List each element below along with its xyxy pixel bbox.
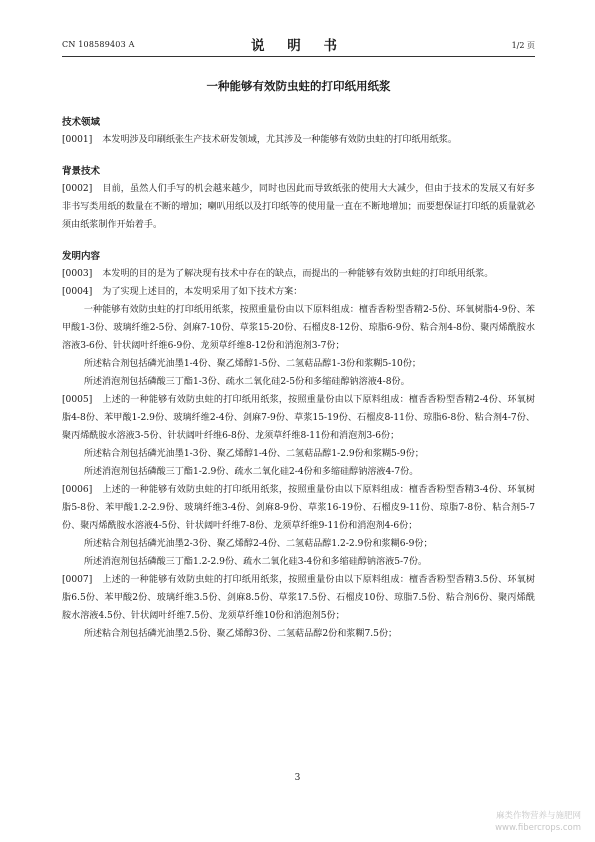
paragraph-text: 上述的一种能够有效防虫蛀的打印纸用纸浆，按照重量份由以下原料组成：檀香香粉型香精2-4份、环氧树脂4-8份、苯甲酸1-2.9份、玻璃纤维2-4份、剑麻7-9份、草浆15-19份、石榴皮8-11份、琼脂6-8份、粘合剂4-7份、聚丙烯酰胺水溶液3-5份、针状阔叶纤维6-8份、龙须草纤维8-11份和消泡剂3-6份； [62, 395, 535, 441]
section-heading-background: 背景技术 [62, 166, 101, 177]
paragraph-number: [0002] [62, 184, 93, 194]
page-number: 3 [294, 773, 301, 783]
paragraph-binder: 所述粘合剂包括磷光油墨1-3份、聚乙烯醇1-4份、二氢萜品醇1-2.9份和浆糊5-9份； [83, 449, 424, 459]
paragraph-binder: 所述粘合剂包括磷光油墨1-4份、聚乙烯醇1-5份、二氢萜品醇1-3份和浆糊5-10份； [83, 359, 422, 369]
watermark-name: 麻类作物营养与施肥网 [495, 811, 581, 821]
page-counter: 1/2 页 [511, 41, 535, 50]
paragraph-text: 本发明涉及印刷纸张生产技术研发领域，尤其涉及一种能够有效防虫蛀的打印纸用纸浆。 [102, 135, 457, 145]
paragraph-defoamer: 所述消泡剂包括磷酸三丁酯1-3份、疏水二氧化硅2-5份和多缩硅醇钠溶液4-8份。 [83, 377, 410, 387]
paragraph-text: 上述的一种能够有效防虫蛀的打印纸用纸浆，按照重量份由以下原料组成：檀香香粉型香精3.5份、环氧树脂6.5份、苯甲酸2份、玻璃纤维3.5份、剑麻8.5份、草浆17.5份、石榴皮10份、琼脂7.5份、粘合剂6份、聚丙烯酰胺水溶液4.5份、针状阔叶纤维7.5份、龙须草纤维10份和消泡剂5份； [62, 575, 535, 621]
paragraph-number: [0003] [62, 269, 93, 279]
paragraph-number: [0004] [62, 287, 93, 297]
header-divider [62, 56, 535, 57]
paragraph-text: 目前，虽然人们手写的机会越来越少，同时也因此而导致纸张的使用大大减少，但由于技术的发展又有好多非书写类用纸的数量在不断的增加；喇叭用纸以及打印纸等的使用量一直在不断地增加；而要想保证打印纸的质量就必须由纸浆制作开始着手。 [62, 184, 535, 230]
paragraph-0003 [62, 265, 535, 283]
paragraph-0001 [62, 131, 535, 149]
patent-number: CN 108589403 A [62, 40, 135, 49]
paragraph-0007 [62, 571, 535, 625]
paragraph-defoamer: 所述消泡剂包括磷酸三丁酯1.2-2.9份、疏水二氧化硅3-4份和多缩硅醇钠溶液5-7份。 [83, 557, 428, 567]
paragraph-text: 为了实现上述目的，本发明采用了如下技术方案： [102, 287, 303, 297]
document-type: 说 明 书 [251, 38, 346, 54]
document-title: 一种能够有效防虫蛀的打印纸用纸浆 [206, 79, 391, 93]
paragraph-number: [0007] [62, 575, 93, 585]
paragraph-binder: 所述粘合剂包括磷光油墨2.5份、聚乙烯醇3份、二氢萜品醇2份和浆糊7.5份； [83, 629, 398, 639]
site-watermark [495, 810, 581, 834]
paragraph-0004 [62, 283, 535, 301]
paragraph-formula: 一种能够有效防虫蛀的打印纸用纸浆，按照重量份由以下原料组成：檀香香粉型香精2-5份、环氧树脂4-9份、苯甲酸1-3份、玻璃纤维2-5份、剑麻7-10份、草浆15-20份、石榴皮8-12份、琼脂6-9份、粘合剂4-8份、聚丙烯酰胺水溶液3-6份、针状阔叶纤维6-9份、龙须草纤维8-12份和消泡剂3-7份； [62, 305, 535, 351]
watermark-url: www.fibercrops.com [495, 823, 581, 833]
paragraph-number: [0006] [62, 485, 93, 495]
paragraph-0005 [62, 391, 535, 445]
section-heading-field: 技术领域 [62, 117, 101, 128]
paragraph-text: 本发明的目的是为了解决现有技术中存在的缺点，而提出的一种能够有效防虫蛀的打印纸用纸浆。 [102, 269, 494, 279]
paragraph-number: [0005] [62, 395, 93, 405]
paragraph-defoamer: 所述消泡剂包括磷酸三丁酯1-2.9份、疏水二氧化硅2-4份和多缩硅醇钠溶液4-7份。 [83, 467, 419, 477]
document-body [62, 78, 535, 643]
paragraph-0006 [62, 481, 535, 535]
page-header [62, 32, 535, 54]
paragraph-binder: 所述粘合剂包括磷光油墨2-3份、聚乙烯醇2-4份、二氢萜品醇1.2-2.9份和浆糊6-9份； [83, 539, 433, 549]
paragraph-number: [0001] [62, 135, 93, 145]
section-heading-content: 发明内容 [62, 251, 101, 262]
paragraph-text: 上述的一种能够有效防虫蛀的打印纸用纸浆，按照重量份由以下原料组成：檀香香粉型香精3-4份、环氧树脂5-8份、苯甲酸1.2-2.9份、玻璃纤维3-4份、剑麻8-9份、草浆16-19份、石榴皮9-11份、琼脂7-8份、粘合剂5-7份、聚丙烯酰胺水溶液4-5份、针状阔叶纤维7-8份、龙须草纤维9-11份和消泡剂4-6份； [62, 485, 535, 531]
paragraph-0002 [62, 180, 535, 234]
